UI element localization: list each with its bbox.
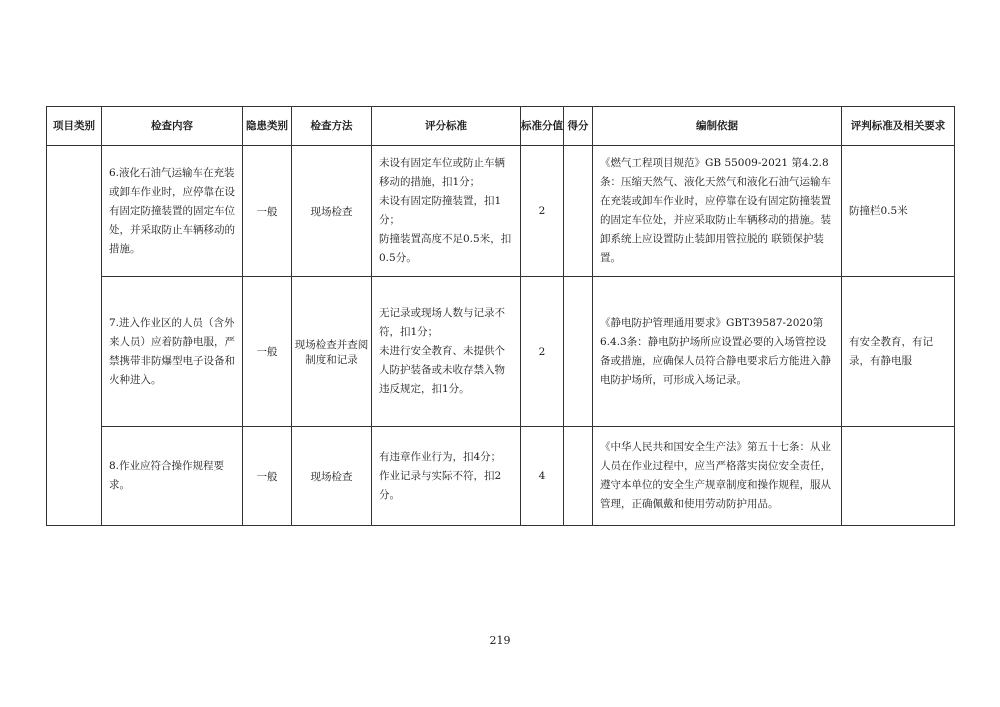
header-score: 标准分值 bbox=[521, 107, 564, 146]
table-row bbox=[47, 277, 955, 427]
score-cell: 2 bbox=[521, 146, 564, 277]
header-category: 项目类别 bbox=[47, 107, 102, 146]
obtained-cell bbox=[564, 277, 593, 427]
criteria-cell bbox=[372, 146, 521, 277]
requirement-cell: 防撞栏0.5米 bbox=[842, 146, 955, 277]
method-cell: 现场检查 bbox=[292, 427, 372, 526]
inspection-table bbox=[46, 106, 955, 526]
criteria-cell bbox=[372, 427, 521, 526]
content-cell: 6.液化石油气运输车在充装或卸车作业时，应停靠在设有固定防撞装置的固定车位处，并采取防止车辆移动的措施。 bbox=[102, 146, 243, 277]
obtained-cell bbox=[564, 146, 593, 277]
criteria-text: 未设有固定车位或防止车辆移动的措施，扣1分； 未设有固定防撞装置，扣1分； 防撞装置高度不足0.5米，扣0.5分。 bbox=[379, 157, 512, 264]
method-cell: 现场检查 bbox=[292, 146, 372, 277]
header-requirement: 评判标准及相关要求 bbox=[842, 107, 955, 146]
header-method: 检查方法 bbox=[292, 107, 372, 146]
requirement-cell: 有安全教育，有记录，有静电服 bbox=[842, 277, 955, 427]
hazard-cell: 一般 bbox=[243, 146, 292, 277]
header-obtained: 得分 bbox=[564, 107, 593, 146]
basis-cell: 《静电防护管理通用要求》GBT39587-2020第6.4.3条：静电防护场所应设置必要的入场管控设备或措施，应确保人员符合静电要求后方能进入静电防护场所，可形成入场记录。 bbox=[593, 277, 842, 427]
hazard-cell: 一般 bbox=[243, 277, 292, 427]
score-cell: 2 bbox=[521, 277, 564, 427]
content-cell: 8.作业应符合操作规程要求。 bbox=[102, 427, 243, 526]
score-cell: 4 bbox=[521, 427, 564, 526]
obtained-cell bbox=[564, 427, 593, 526]
header-criteria: 评分标准 bbox=[372, 107, 521, 146]
hazard-cell: 一般 bbox=[243, 427, 292, 526]
basis-cell: 《燃气工程项目规范》GB 55009-2021 第4.2.8条：压缩天然气、液化天然气和液化石油气运输车在充装或卸车作业时，应停靠在设有固定防撞装置的固定车位处，并应采取防止车辆移动的措施。装卸系统上应设置防止装卸用管拉脱的 联锁保护装置。 bbox=[593, 146, 842, 277]
category-cell bbox=[47, 146, 102, 526]
header-content: 检查内容 bbox=[102, 107, 243, 146]
header-basis: 编制依据 bbox=[593, 107, 842, 146]
criteria-text: 无记录或现场人数与记录不符，扣1分； 未进行安全教育、未提供个人防护装备或未收存禁入物违反规定，扣1分。 bbox=[379, 307, 505, 395]
header-hazard: 隐患类别 bbox=[243, 107, 292, 146]
basis-cell: 《中华人民共和国安全生产法》第五十七条：从业人员在作业过程中，应当严格落实岗位安全责任，遵守本单位的安全生产规章制度和操作规程，服从管理，正确佩戴和使用劳动防护用品。 bbox=[593, 427, 842, 526]
table-row bbox=[47, 146, 955, 277]
requirement-cell bbox=[842, 427, 955, 526]
table-row bbox=[47, 427, 955, 526]
method-cell: 现场检查并查阅制度和记录 bbox=[292, 277, 372, 427]
page-number: 219 bbox=[489, 634, 511, 647]
content-cell: 7.进入作业区的人员（含外来人员）应着防静电服，严禁携带非防爆型电子设备和火种进入。 bbox=[102, 277, 243, 427]
criteria-text: 有违章作业行为，扣4分； 作业记录与实际不符，扣2分。 bbox=[379, 450, 502, 501]
header-row bbox=[47, 107, 955, 146]
criteria-cell bbox=[372, 277, 521, 427]
